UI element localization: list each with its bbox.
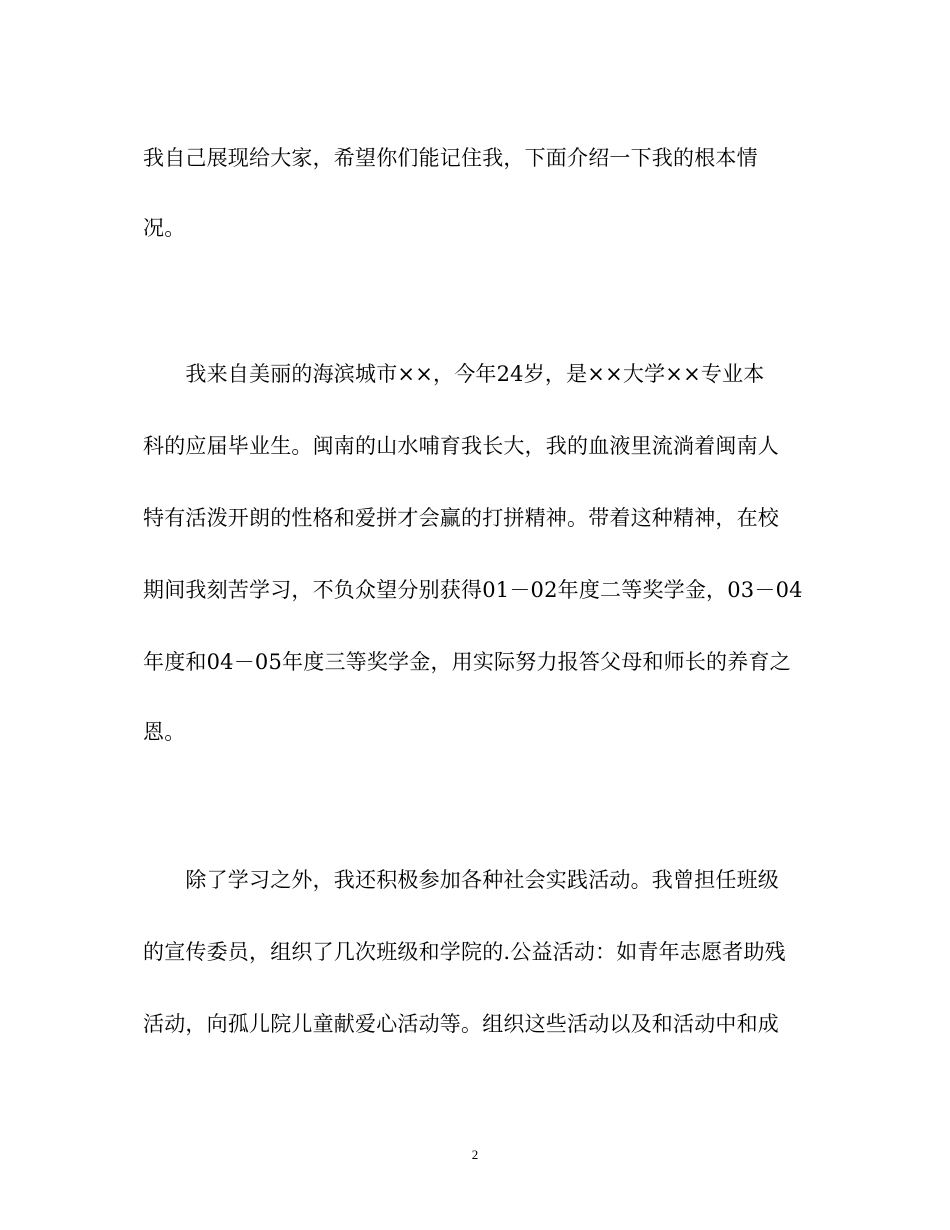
text-line: 特有活泼开朗的性格和爱拼才会赢的打拼精神。带着这种精神，在校	[143, 506, 779, 530]
page-number: 2	[471, 1147, 479, 1162]
text-line: 科的应届毕业生。闽南的山水哺育我长大，我的血液里流淌着闽南人	[143, 434, 779, 458]
text-line: 活动，向孤儿院儿童献爱心活动等。组织这些活动以及和活动中和成	[143, 1012, 779, 1036]
text-line: 期间我刻苦学习，不负众望分别获得01－02年度二等奖学金，03－04	[143, 578, 803, 602]
text-line: 恩。	[143, 720, 186, 744]
text-line: 我自己展现给大家，希望你们能记住我，下面介绍一下我的根本情	[143, 146, 758, 170]
text-line: 的宣传委员，组织了几次班级和学院的.公益活动：如青年志愿者助残	[143, 940, 786, 964]
text-line: 况。	[143, 216, 186, 240]
text-line: 我来自美丽的海滨城市××，今年24岁，是××大学××专业本	[143, 362, 765, 386]
text-line: 年度和04－05年度三等奖学金，用实际努力报答父母和师长的养育之	[143, 650, 791, 674]
text-line: 除了学习之外，我还积极参加各种社会实践活动。我曾担任班级	[143, 868, 779, 892]
